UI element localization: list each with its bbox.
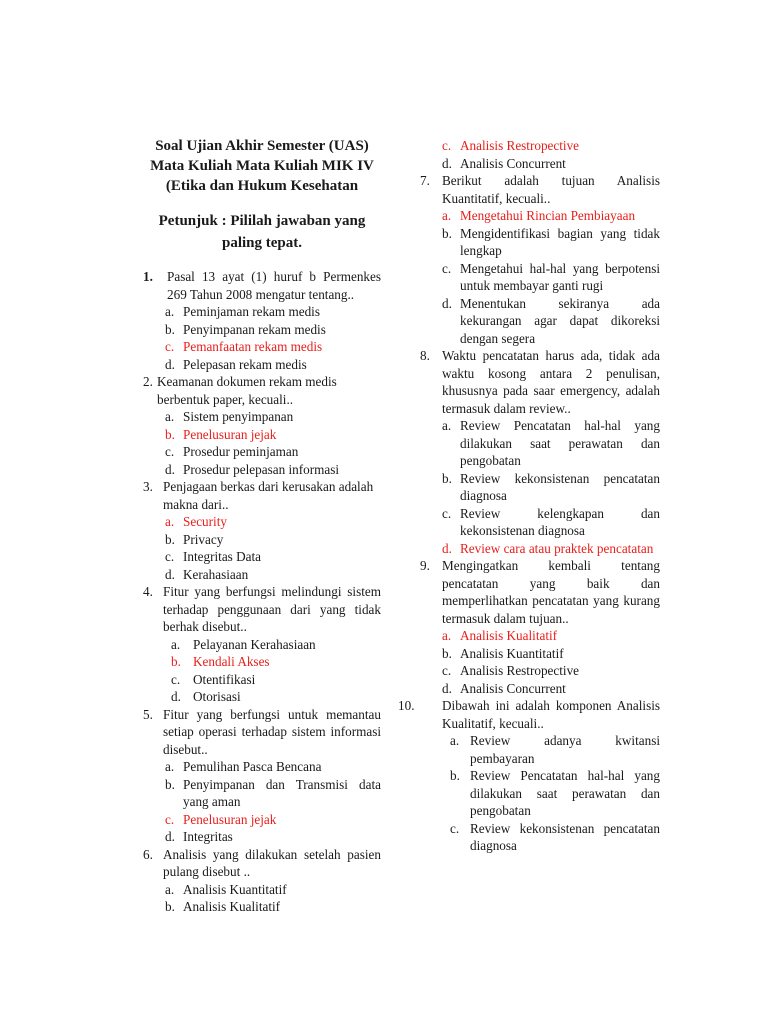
question-6-continued xyxy=(420,137,660,172)
question-text: Pasal 13 ayat (1) huruf b Permenkes 269 Tahun 2008 mengatur tentang.. xyxy=(167,269,381,302)
option-b[interactable]: b. Privacy xyxy=(165,531,224,547)
right-column xyxy=(398,137,660,855)
option-a[interactable]: a. Peminjaman rekam medis xyxy=(165,304,320,319)
option-c[interactable]: c. Mengetahui hal-hal yang berpotensi untuk membayar ganti rugi xyxy=(442,260,660,293)
option-c[interactable]: c. Review kelengkapan dan kekonsistenan diagnosa xyxy=(442,505,660,538)
option-d-answer[interactable]: d. Review cara atau praktek pencatatan xyxy=(442,540,654,556)
question-text: Mengingatkan kembali tentang pencatatan yang baik dan memperlihatkan pencatatan yang kurang termasuk dalam tujuan.. xyxy=(442,558,660,626)
option-d[interactable]: d. Analisis Concurrent xyxy=(442,155,566,171)
option-b[interactable]: b. Review kekonsistenan pencatatan diagnosa xyxy=(442,470,660,503)
option-a-answer[interactable]: a. Mengetahui Rincian Pembiayaan xyxy=(442,208,636,223)
option-c[interactable]: c. Analisis Restropective xyxy=(442,663,580,678)
option-c-answer[interactable]: c. Analisis Restropective xyxy=(442,138,580,153)
question-number: 10. xyxy=(398,698,415,713)
question-text: Waktu pencatatan harus ada, tidak ada waktu kosong antara 2 penulisan, khususnya pada saar emergency, adalah termasuk dalam review.. xyxy=(442,348,660,416)
question-text: Penjagaan berkas dari kerusakan adalah makna dari.. xyxy=(163,479,374,512)
option-a[interactable]: a. Sistem penyimpanan xyxy=(165,409,294,424)
option-b[interactable]: b. Penyimpanan dan Transmisi data yang aman xyxy=(165,776,381,809)
question-number: 5. xyxy=(143,706,153,722)
question-number: 1. xyxy=(143,269,153,284)
left-column xyxy=(143,136,381,916)
instructions: Petunjuk : Pililah jawaban yang paling tepat. xyxy=(158,213,366,251)
document-title: Soal Ujian Akhir Semester (UAS) Mata Kuliah Mata Kuliah MIK IV (Etika dan Hukum Kesehatan xyxy=(150,138,374,194)
option-b[interactable]: b. Analisis Kuantitatif xyxy=(442,645,564,661)
question-text: Analisis yang dilakukan setelah pasien pulang disebut .. xyxy=(163,846,381,879)
option-d[interactable]: d. Kerahasiaan xyxy=(165,566,249,582)
option-b[interactable]: b. Review Pencatatan hal-hal yang dilakukan saat perawatan dan pengobatan xyxy=(450,768,660,818)
option-c[interactable]: c. Review kekonsistenan pencatatan diagnosa xyxy=(450,820,660,853)
question-text: Fitur yang berfungsi untuk memantau setiap operasi terhadap sistem informasi disebut.. xyxy=(163,706,381,757)
option-c[interactable]: c. Prosedur peminjaman xyxy=(165,444,299,459)
option-d[interactable]: d. Analisis Concurrent xyxy=(442,680,566,696)
question-8 xyxy=(420,347,660,557)
option-a[interactable]: a. Pelayanan Kerahasiaan xyxy=(171,636,316,652)
question-9 xyxy=(420,557,660,697)
option-a[interactable]: a. Pemulihan Pasca Bencana xyxy=(165,759,322,774)
option-b-answer[interactable]: b. Kendali Akses xyxy=(171,654,270,669)
option-c-answer[interactable]: c. Penelusuran jejak xyxy=(165,811,277,827)
question-10 xyxy=(398,697,660,855)
question-text: Berikut adalah tujuan Analisis Kuantitatif, kecuali.. xyxy=(442,173,660,206)
question-5 xyxy=(143,706,381,846)
option-c-answer[interactable]: c. Pemanfaatan rekam medis xyxy=(165,339,323,354)
question-1 xyxy=(143,268,381,373)
question-number: 3. xyxy=(143,479,153,494)
option-b-answer[interactable]: b. Penelusuran jejak xyxy=(165,426,277,442)
question-4 xyxy=(143,583,381,706)
question-number: 4. xyxy=(143,584,153,599)
option-a[interactable]: a. Review Pencatatan hal-hal yang dilakukan saat perawatan dan pengobatan xyxy=(442,418,660,468)
question-number: 7. xyxy=(420,173,430,188)
question-7 xyxy=(420,172,660,347)
option-d[interactable]: d. Prosedur pelepasan informasi xyxy=(165,461,340,477)
option-b[interactable]: b. Penyimpanan rekam medis xyxy=(165,321,326,337)
option-d[interactable]: d. Otorisasi xyxy=(171,689,241,704)
option-c[interactable]: c. Otentifikasi xyxy=(171,671,256,687)
option-a[interactable]: a. Analisis Kuantitatif xyxy=(165,881,287,897)
option-b[interactable]: b. Mengidentifikasi bagian yang tidak lengkap xyxy=(442,225,660,258)
option-d[interactable]: d. Pelepasan rekam medis xyxy=(165,356,307,372)
option-a[interactable]: a. Review adanya kwitansi pembayaran xyxy=(450,733,660,766)
option-c[interactable]: c. Integritas Data xyxy=(165,549,261,564)
question-number: 2. xyxy=(143,374,153,389)
question-text: Dibawah ini adalah komponen Analisis Kualitatif, kecuali.. xyxy=(442,698,660,731)
option-a-answer[interactable]: a. Analisis Kualitatif xyxy=(442,628,558,643)
option-a-answer[interactable]: a. Security xyxy=(165,514,227,529)
question-text: Keamanan dokumen rekam medis berbentuk paper, kecuali.. xyxy=(157,374,337,407)
question-number: 9. xyxy=(420,558,430,573)
question-6 xyxy=(143,846,381,916)
option-b[interactable]: b. Analisis Kualitatif xyxy=(165,899,281,914)
question-3 xyxy=(143,478,381,583)
option-d[interactable]: d. Menentukan sekiranya ada kekurangan agar dapat dikoreksi dengan segera xyxy=(442,295,660,346)
question-text: Fitur yang berfungsi melindungi sistem terhadap penggunaan dari yang tidak berhak disebut.. xyxy=(163,584,381,634)
question-number: 6. xyxy=(143,846,153,862)
question-2 xyxy=(143,373,381,478)
option-d[interactable]: d. Integritas xyxy=(165,829,233,844)
question-number: 8. xyxy=(420,348,430,363)
